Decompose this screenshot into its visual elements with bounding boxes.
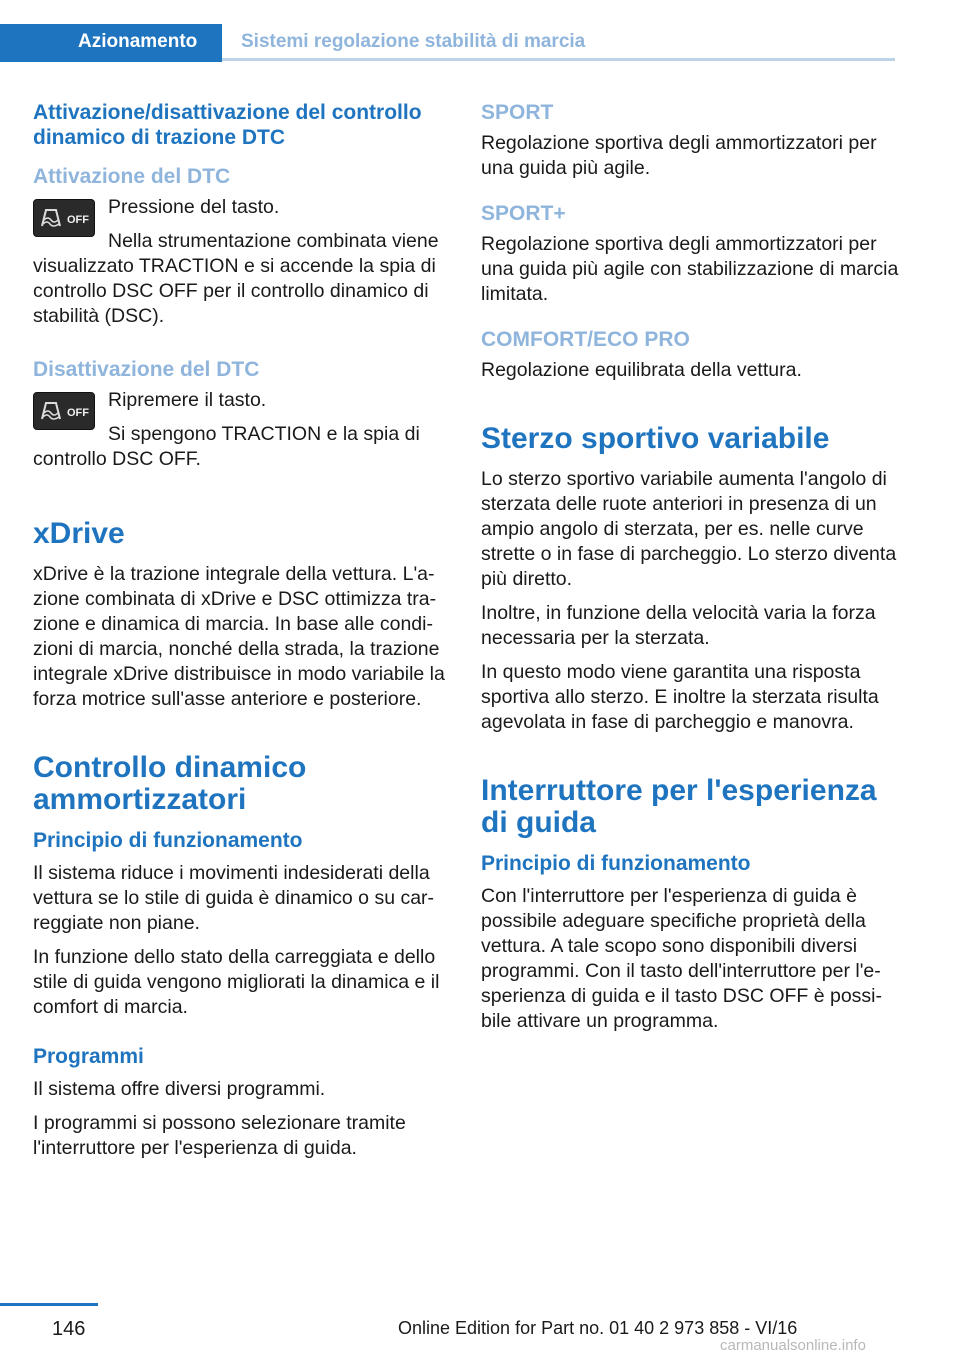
dtc-on-step2: Nella strumentazione combinata viene visualizzato TRACTION e si accende la spia di controllo DSC OFF per il controllo dinamico di stabilità (DSC). [33, 230, 439, 327]
steering-text-2: Inoltre, in funzione della velocità varia la forza necessaria per la sterzata. [481, 602, 876, 649]
section-label: Azionamento [78, 31, 198, 52]
svg-text:OFF: OFF [67, 214, 89, 226]
principle-text-2: In funzione dello stato della carreggiata e dello stile di guida vengono migliorati la dinamica e il comfort di marcia. [33, 946, 440, 1018]
switch-heading: Interruttore per l'esperienza di guida [481, 774, 877, 839]
dtc-on-heading: Attivazione del DTC [33, 165, 231, 188]
left-column [33, 100, 453, 1170]
page-number: 146 [52, 1318, 86, 1340]
xdrive-text: xDrive è la trazione integrale della vettura. L'azione combinata di xDrive e DSC ottimizza trazione e dinamica di marcia. In base alle condizioni di marcia, nonché della strada, la trazione integrale xDrive distribuisce in modo variabile la forza motrice sull'asse anteriore e posteriore. [33, 563, 445, 710]
steering-text-3: In questo modo viene garantita una risposta sportiva allo sterzo. E inoltre la sterzata risulta agevolata in fase di parcheggio e manovra. [481, 661, 879, 733]
programs-text-2: I programmi si possono selezionare tramite l'interruttore per l'esperienza di guida. [33, 1112, 406, 1159]
header-divider [222, 58, 895, 61]
programs-text-1: Il sistema offre diversi programmi. [33, 1078, 326, 1100]
dsc-off-key-icon [33, 392, 95, 430]
xdrive-heading: xDrive [33, 517, 125, 550]
principle-text-1: Il sistema riduce i movimenti indesiderati della vettura se lo stile di guida è dinamico o su carreggiate non piane. [33, 862, 435, 934]
switch-text: Con l'interruttore per l'esperienza di guida è possibile adeguare specifiche proprietà della vettura. A tale scopo sono disponibili diversi programmi. Con il tasto dell'interruttore per l'esperienza di guida e il tasto DSC OFF è possibile attivare un programma. [481, 885, 883, 1032]
switch-principle-heading: Principio di funzionamento [481, 852, 751, 875]
watermark: carmanualsonline.info [720, 1337, 866, 1354]
page-header [0, 24, 895, 62]
steering-heading: Sterzo sportivo variabile [481, 422, 830, 455]
sportplus-heading: SPORT+ [481, 202, 566, 225]
principle-heading: Principio di funzionamento [33, 829, 303, 852]
dtc-off-heading: Disattivazione del DTC [33, 358, 260, 381]
section-tab [0, 24, 222, 62]
sport-text: Regolazione sportiva degli ammortizzatori per una guida più agile. [481, 132, 877, 179]
footer-divider [0, 1303, 98, 1306]
dtc-off-block [33, 388, 453, 419]
programs-heading: Programmi [33, 1045, 144, 1068]
dtc-on-step1: Pressione del tasto. [108, 196, 280, 218]
svg-text:OFF: OFF [67, 407, 89, 419]
right-column [481, 100, 899, 1043]
dtc-off-step2: Si spengono TRACTION e la spia di controllo DSC OFF. [33, 423, 420, 470]
dsc-off-key-icon [33, 199, 95, 237]
dtc-heading: Attivazione/disattivazione del controllo dinamico di trazione DTC [33, 101, 422, 149]
edition-label: Online Edition for Part no. 01 40 2 973 858 - VI/16 [398, 1318, 798, 1338]
sportplus-text: Regolazione sportiva degli ammortizzatori per una guida più agile con stabilizzazione di marcia limitata. [481, 233, 899, 305]
dtc-on-block [33, 195, 453, 226]
comfort-heading: COMFORT/ECO PRO [481, 328, 690, 351]
subsection-label: Sistemi regolazione stabilità di marcia [241, 31, 586, 52]
dtc-off-step1: Ripremere il tasto. [108, 389, 267, 411]
comfort-text: Regolazione equilibrata della vettura. [481, 359, 802, 381]
sport-heading: SPORT [481, 101, 554, 124]
steering-text-1: Lo sterzo sportivo variabile aumenta l'angolo di sterzata delle ruote anteriori in presenza di un ampio angolo di sterzata, per es. nelle curve strette o in fase di parcheggio. Lo sterzo diventa più diretto. [481, 468, 897, 590]
damper-heading: Controllo dinamico ammortizzatori [33, 751, 307, 816]
